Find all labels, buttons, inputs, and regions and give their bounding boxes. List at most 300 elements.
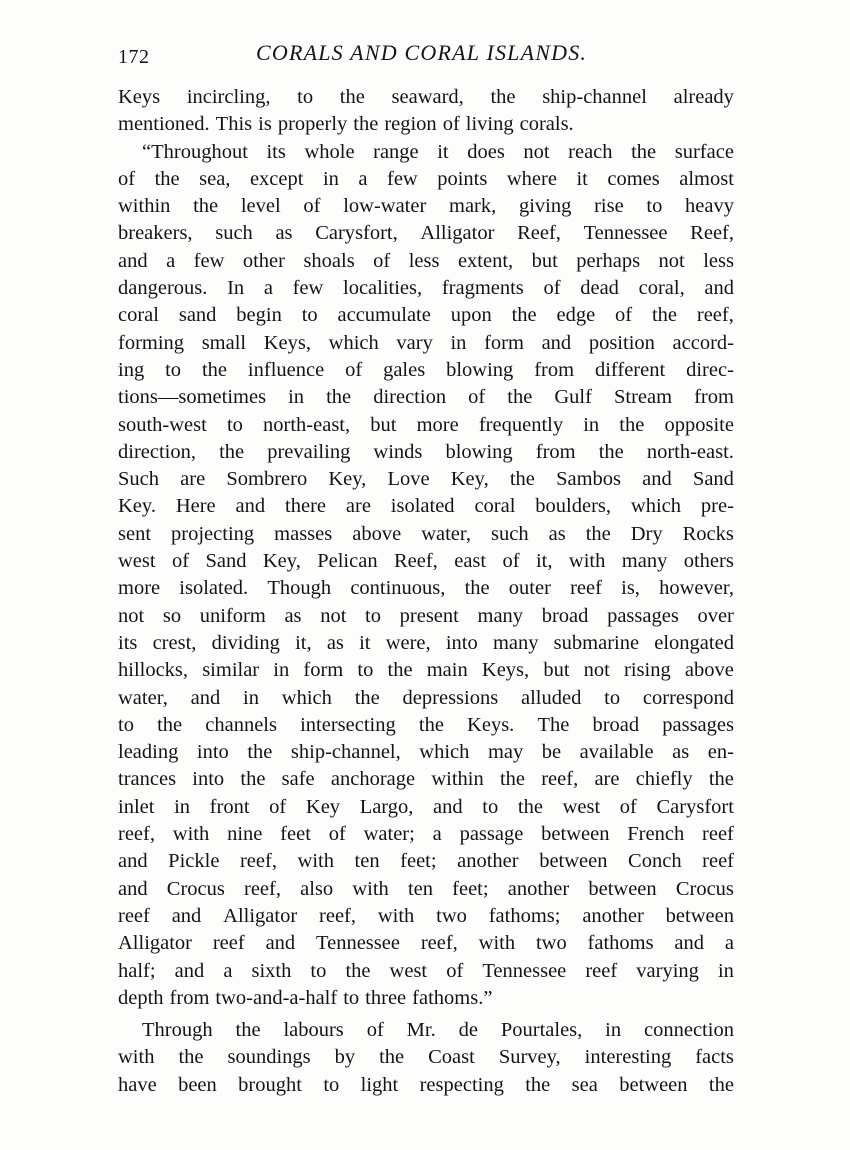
word: accord- <box>672 331 734 354</box>
word: Sambos <box>556 468 621 491</box>
word: influence <box>247 358 325 381</box>
word: other <box>242 249 285 272</box>
word: two <box>535 932 567 955</box>
text-line <box>118 330 734 357</box>
word: mark, <box>449 195 497 218</box>
word: with <box>478 932 516 955</box>
word: connection <box>644 1019 734 1042</box>
word: as <box>275 222 293 245</box>
text-line <box>118 876 734 903</box>
word: to <box>365 604 381 627</box>
word: reef, <box>541 768 579 791</box>
word: Sombrero <box>226 468 308 491</box>
word: the <box>193 195 219 218</box>
text-line <box>118 466 734 493</box>
word: accumulate <box>337 304 431 327</box>
word: present <box>399 604 459 627</box>
word: however, <box>659 577 734 600</box>
word: The <box>537 713 570 736</box>
word: crest, <box>152 631 197 654</box>
word: low-water <box>343 195 427 218</box>
word: en- <box>707 741 734 764</box>
word: prevailing <box>267 440 351 463</box>
word: is <box>258 113 272 136</box>
word: feet <box>280 823 311 846</box>
word: were, <box>385 631 431 654</box>
word: in <box>583 413 600 436</box>
word: sea, <box>199 167 231 190</box>
word: French <box>627 823 685 846</box>
word: its <box>118 631 138 654</box>
word: dividing <box>211 631 280 654</box>
word: except <box>249 167 304 190</box>
word: range <box>373 140 419 163</box>
word: small <box>201 331 247 354</box>
word: region <box>384 113 437 136</box>
word: passages <box>607 604 679 627</box>
word: fathoms <box>587 932 654 955</box>
word: are <box>180 468 206 491</box>
word: its <box>266 140 286 163</box>
word: reef, <box>244 877 281 900</box>
word: as <box>672 741 690 764</box>
word: Carysfort, <box>315 222 398 245</box>
word: Tennessee <box>316 932 400 955</box>
word: a <box>166 249 176 272</box>
word: de <box>458 1019 478 1042</box>
word: facts <box>695 1046 734 1069</box>
word: Key, <box>328 468 367 491</box>
word: as <box>284 604 302 627</box>
word: and <box>433 795 463 818</box>
word: it <box>359 631 371 654</box>
word: continuous, <box>350 577 446 600</box>
word: not <box>658 249 685 272</box>
word: to <box>604 686 621 709</box>
word: the <box>507 386 533 409</box>
word: in <box>288 386 305 409</box>
word: the <box>387 659 413 682</box>
text-line <box>118 1044 734 1071</box>
word: Coast <box>428 1046 475 1069</box>
word: west <box>389 959 428 982</box>
word: corals. <box>519 113 574 136</box>
word: Alligator <box>118 932 193 955</box>
word: reef, <box>420 932 458 955</box>
word: projecting <box>171 522 255 545</box>
text-line <box>118 794 734 821</box>
word: the <box>708 1073 734 1096</box>
text-line <box>118 848 734 875</box>
word: main <box>426 659 468 682</box>
word: Rocks <box>682 522 734 545</box>
word: there <box>285 495 327 518</box>
word: in <box>322 167 339 190</box>
word: incircling, <box>186 86 271 108</box>
word: into <box>196 741 229 764</box>
word: isolated <box>390 495 455 518</box>
word: the <box>509 468 535 491</box>
word: the <box>511 304 537 327</box>
text-line <box>118 166 734 193</box>
word: rising <box>624 659 671 682</box>
word: been <box>178 1073 217 1096</box>
word: to <box>226 413 243 436</box>
word: coral, <box>638 277 685 300</box>
word: broad <box>592 713 640 736</box>
word: Gulf <box>554 386 592 409</box>
word: inlet <box>118 795 155 818</box>
word: the <box>247 741 273 764</box>
word: many <box>492 631 539 654</box>
text-line <box>118 493 734 520</box>
word: Survey, <box>498 1046 561 1069</box>
word: reef, <box>239 850 277 873</box>
word: shoals <box>303 249 355 272</box>
word: and <box>265 932 296 955</box>
word: the <box>619 413 645 436</box>
word: Tennessee <box>482 959 567 982</box>
word: the <box>178 1046 204 1069</box>
word: and <box>174 959 205 982</box>
word: varying <box>636 959 699 982</box>
word: which <box>419 741 470 764</box>
text-line <box>118 412 734 439</box>
word: a <box>263 277 273 300</box>
word: breakers, <box>118 222 193 245</box>
word: sixth <box>251 959 292 982</box>
word: seaward, <box>391 86 464 108</box>
word: with <box>568 550 606 573</box>
word: Here <box>175 495 216 518</box>
word: water; <box>363 823 415 846</box>
word: of <box>171 550 190 573</box>
word: channels <box>205 713 277 736</box>
word: in <box>243 686 259 709</box>
word: water, <box>118 686 168 709</box>
word: similar <box>202 659 260 682</box>
word: others <box>683 550 734 573</box>
word: already <box>673 86 734 108</box>
word: as <box>548 522 566 545</box>
word: submarine <box>553 631 640 654</box>
word: a <box>358 167 368 190</box>
word: of <box>328 823 346 846</box>
text-line <box>118 193 734 220</box>
word: which <box>328 331 379 354</box>
word: many <box>477 604 524 627</box>
word: between <box>539 850 608 873</box>
text-line <box>118 630 734 657</box>
word: and <box>118 249 148 272</box>
word: are <box>594 768 620 791</box>
word: Reef, <box>517 222 561 245</box>
word: reef, <box>118 823 155 846</box>
word: the <box>585 522 611 545</box>
word: perhaps <box>576 249 641 272</box>
word: are <box>345 495 371 518</box>
text-line <box>118 521 734 548</box>
text-line <box>118 712 734 739</box>
word: Alligator <box>420 222 495 245</box>
word: in <box>273 659 290 682</box>
word: outer <box>508 577 551 600</box>
word: fathoms.” <box>412 986 493 1009</box>
word: two <box>436 904 467 927</box>
word: of <box>269 795 287 818</box>
word: Key, <box>262 550 301 573</box>
word: the <box>339 86 365 108</box>
word: reef <box>212 932 245 955</box>
word: vary <box>396 331 433 354</box>
word: interesting <box>584 1046 672 1069</box>
word: different <box>594 358 666 381</box>
text-line <box>118 985 734 1012</box>
word: of <box>502 550 520 573</box>
word: between <box>619 1073 688 1096</box>
word: of <box>366 1019 384 1042</box>
word: the <box>379 1046 405 1069</box>
text-line <box>118 548 734 575</box>
word: and <box>642 468 672 491</box>
word: light <box>360 1073 399 1096</box>
word: from <box>535 440 576 463</box>
text-line <box>118 248 734 275</box>
word: the <box>418 713 444 736</box>
text-line <box>118 302 734 329</box>
word: west <box>118 550 156 573</box>
text-line <box>118 1017 734 1044</box>
word: not <box>523 140 550 163</box>
word: with <box>377 904 415 927</box>
word: another <box>457 850 519 873</box>
word: few <box>387 167 418 190</box>
word: rise <box>594 195 624 218</box>
word: heavy <box>685 195 734 218</box>
word: to <box>323 1073 340 1096</box>
word: in <box>717 959 734 982</box>
word: Pourtales, <box>500 1019 583 1042</box>
word: Tennessee <box>583 222 668 245</box>
word: is, <box>621 577 640 600</box>
word: west <box>562 795 601 818</box>
word: the <box>490 86 516 108</box>
word: few <box>292 277 324 300</box>
word: reef <box>702 850 734 873</box>
word: as <box>326 631 344 654</box>
word: of <box>615 304 633 327</box>
word: localities, <box>343 277 423 300</box>
word: begin <box>236 304 282 327</box>
word: reef <box>702 823 734 846</box>
text-line <box>118 739 734 766</box>
text-line <box>118 766 734 793</box>
text-line <box>118 357 734 384</box>
word: Sand <box>692 468 734 491</box>
word: Through <box>142 1019 213 1042</box>
word: Crocus <box>675 877 734 900</box>
word: to <box>646 195 663 218</box>
word: Keys, <box>263 331 312 354</box>
word: Sand <box>205 550 247 573</box>
word: In <box>227 277 245 300</box>
word: within <box>431 768 484 791</box>
word: and <box>190 686 221 709</box>
word: labours <box>283 1019 344 1042</box>
word: but <box>531 249 558 272</box>
word: of <box>442 113 460 136</box>
word: with <box>297 850 334 873</box>
word: between <box>665 904 734 927</box>
text-line <box>118 220 734 247</box>
word: masses <box>274 522 333 545</box>
text-line <box>118 685 734 712</box>
text-line <box>118 821 734 848</box>
word: reef <box>118 904 150 927</box>
word: Keys. <box>467 713 515 736</box>
word: comes <box>607 167 660 190</box>
word: reef, <box>696 304 734 327</box>
word: upon <box>450 304 492 327</box>
word: ten <box>354 850 380 873</box>
word: more <box>416 413 459 436</box>
word: reef <box>570 577 602 600</box>
word: the <box>525 1073 551 1096</box>
word: north-east. <box>646 440 734 463</box>
word: not <box>320 604 347 627</box>
word: passages <box>662 713 734 736</box>
word: available <box>579 741 654 764</box>
word: the <box>354 686 380 709</box>
word: sand <box>178 304 217 327</box>
word: depressions <box>402 686 499 709</box>
word: reef, <box>319 904 356 927</box>
word: by <box>334 1046 356 1069</box>
word: ten <box>407 877 433 900</box>
word: Pickle <box>168 850 220 873</box>
word: less <box>703 249 734 272</box>
word: and <box>171 904 202 927</box>
word: dangerous. <box>118 277 208 300</box>
word: soundings <box>227 1046 311 1069</box>
word: direction, <box>118 440 196 463</box>
word: it, <box>535 550 553 573</box>
word: fragments <box>441 277 524 300</box>
word: ing <box>118 358 145 381</box>
word: and <box>704 277 734 300</box>
word: trances <box>118 768 177 791</box>
word: the <box>326 386 352 409</box>
word: extent, <box>457 249 514 272</box>
word: within <box>118 195 171 218</box>
page-number: 172 <box>118 46 150 68</box>
word: the <box>353 113 379 136</box>
word: it <box>576 167 588 190</box>
word: direc- <box>686 358 734 381</box>
word: water, <box>421 522 472 545</box>
text-line <box>118 930 734 957</box>
word: so <box>162 604 182 627</box>
word: the <box>517 795 543 818</box>
word: anchorage <box>330 768 416 791</box>
word: in <box>605 1019 622 1042</box>
word: may <box>487 741 524 764</box>
word: ship-channel <box>542 86 647 108</box>
text-line <box>118 439 734 466</box>
word: not <box>583 659 610 682</box>
text-line <box>118 111 734 138</box>
word: have <box>118 1073 157 1096</box>
word: tions—sometimes <box>118 386 267 409</box>
word: pre- <box>700 495 734 518</box>
text-line <box>118 1072 734 1099</box>
word: to <box>297 86 314 108</box>
word: but <box>543 659 570 682</box>
word: of <box>118 167 136 190</box>
word: from <box>534 358 575 381</box>
word: brought <box>238 1073 302 1096</box>
word: the <box>345 959 371 982</box>
text-line <box>118 603 734 630</box>
word: to <box>310 959 327 982</box>
text-line <box>118 958 734 985</box>
word: points <box>437 167 488 190</box>
word: fathoms; <box>488 904 561 927</box>
running-title: CORALS AND CORAL ISLANDS. <box>256 40 588 65</box>
word: intersecting <box>300 713 396 736</box>
word: Such <box>118 468 159 491</box>
word: to <box>165 358 182 381</box>
word: Dry <box>630 522 663 545</box>
word: of <box>345 358 363 381</box>
word: form <box>484 331 524 354</box>
word: passage <box>459 823 524 846</box>
word: alluded <box>521 686 582 709</box>
word: This <box>215 113 253 136</box>
word: to <box>301 304 318 327</box>
word: giving <box>518 195 572 218</box>
word: Conch <box>628 850 682 873</box>
word: almost <box>679 167 734 190</box>
word: front <box>209 795 250 818</box>
word: and <box>118 850 148 873</box>
word: respecting <box>419 1073 504 1096</box>
word: over <box>697 604 734 627</box>
body-text <box>118 84 734 1099</box>
word: less <box>408 249 440 272</box>
text-line <box>118 575 734 602</box>
word: the <box>235 1019 261 1042</box>
word: blowing <box>446 358 514 381</box>
word: the <box>598 440 624 463</box>
word: of <box>373 249 391 272</box>
word: with <box>172 823 210 846</box>
word: coral <box>118 304 159 327</box>
word: broad <box>541 604 589 627</box>
word: Reef, <box>690 222 734 245</box>
word: two-and-a-half <box>215 986 338 1009</box>
word: Key, <box>450 468 489 491</box>
word: surface <box>674 140 734 163</box>
word: gales <box>383 358 426 381</box>
word: which <box>630 495 682 518</box>
text-line <box>118 84 734 111</box>
text-line <box>118 657 734 684</box>
word: above <box>352 522 402 545</box>
word: Alligator <box>223 904 298 927</box>
word: from <box>169 986 210 1009</box>
word: properly <box>277 113 348 136</box>
